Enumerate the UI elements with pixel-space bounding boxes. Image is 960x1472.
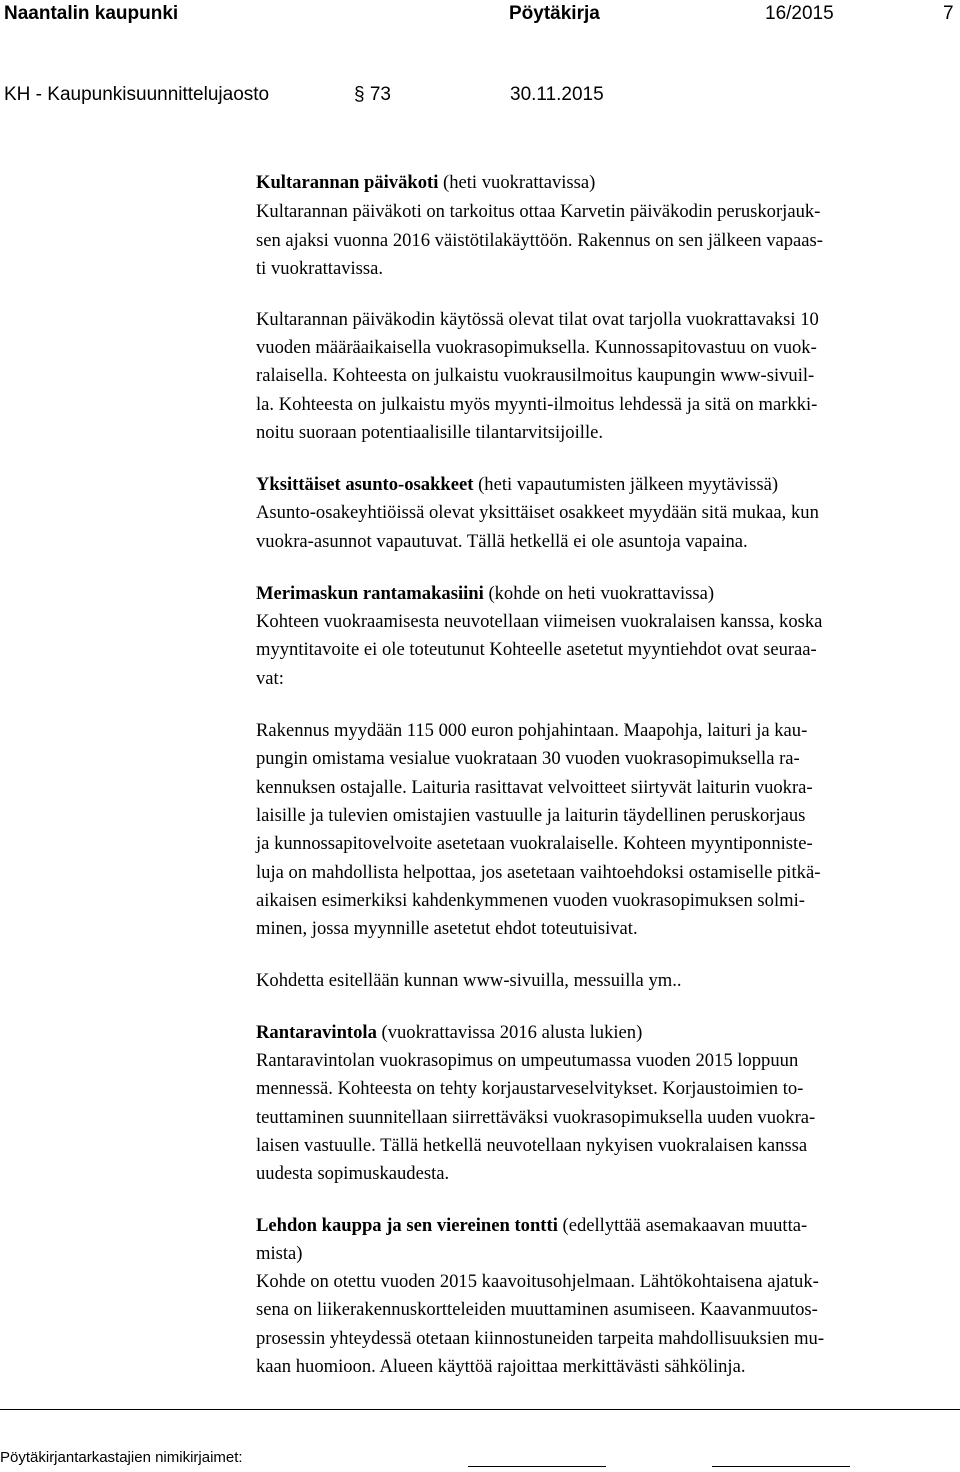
heading-merimaskun-rantamakasiini [256,585,714,604]
text-line: Rantaravintolan vuokrasopimus on umpeutumassa vuoden 2015 loppuun [256,1050,799,1071]
text-line: sena on liikerakennuskortteleiden muuttaminen asumiseen. Kaavanmuutos- [256,1299,818,1320]
heading-note: (heti vuokrattavissa) [438,172,596,193]
text-line: ja kunnossapitovelvoite asetetaan vuokralaiselle. Kohteen myyntiponniste- [256,833,813,854]
heading-kultarannan-paivakoti [256,174,595,193]
text-line: la. Kohteesta on julkaistu myös myynti-ilmoitus lehdessä ja sitä on markki- [256,394,818,415]
heading-note: (edellyttää asemakaavan muutta- [557,1215,808,1236]
heading-bold: Merimaskun rantamakasiini [256,583,484,604]
heading-note: (kohde on heti vuokrattavissa) [483,583,715,604]
heading-note: (heti vapautumisten jälkeen myytävissä) [473,474,779,495]
text-line: Kultarannan päiväkoti on tarkoitus ottaa Karvetin päiväkodin peruskorjauk- [256,201,821,222]
text-line: vat: [256,668,284,689]
footer-divider [0,1409,960,1410]
text-line: Kohteen vuokraamisesta neuvotellaan viimeisen vuokralaisen kanssa, koska [256,611,823,632]
text-line: luja on mahdollista helpottaa, jos asetetaan vaihtoehdoksi ostamiselle pitkä- [256,862,821,883]
text-line: Kohdetta esitellään kunnan www-sivuilla, messuilla ym.. [256,970,682,991]
organization-name: Naantalin kaupunki [4,3,179,24]
text-line: minen, jossa myynnille asetetut ehdot toteutuisivat. [256,918,638,939]
text-line: noitu suoraan potentiaalisille tilantarvitsijoille. [256,422,604,443]
document-number: 16/2015 [765,3,834,24]
text-line: uudesta sopimuskaudesta. [256,1163,450,1184]
text-line: Rakennus myydään 115 000 euron pohjahintaan. Maapohja, laituri ja kau- [256,720,808,741]
footer-signature-label: Pöytäkirjantarkastajien nimikirjaimet: [0,1449,243,1466]
heading-bold: Kultarannan päiväkoti [256,172,439,193]
text-line: laisille ja tulevien omistajien vastuulle ja laiturin täydellinen peruskorjaus [256,805,806,826]
text-line: ralaisella. Kohteesta on julkaistu vuokrausilmoitus kaupungin www-sivuil- [256,365,815,386]
text-line: laisen vastuulle. Tällä hetkellä neuvotellaan nykyisen vuokralaisen kanssa [256,1135,808,1156]
text-line: myyntitavoite ei ole toteutunut Kohteelle asetetut myyntiehdot ovat seuraa- [256,639,817,660]
heading-rantaravintola [256,1024,642,1043]
text-line: kennuksen ostajalle. Laituria rasittavat velvoitteet siirtyvät laiturin vuokra- [256,777,813,798]
text-line: aikaisen esimerkiksi kahdenkymmenen vuoden vuokrasopimuksen solmi- [256,890,805,911]
text-line: mennessä. Kohteesta on tehty korjaustarveselvitykset. Korjaustoimien to- [256,1078,804,1099]
text-line: kaan huomioon. Alueen käyttöä rajoittaa merkittävästi sähkölinja. [256,1356,746,1377]
text-line: Kohde on otettu vuoden 2015 kaavoitusohjelmaan. Lähtökohtaisena ajatuk- [256,1271,819,1292]
text-line: vuokra-asunnot vapautuvat. Tällä hetkellä ei ole asuntoja vapaina. [256,531,748,552]
text-line: prosessin yhteydessä otetaan kiinnostuneiden tarpeita mahdollisuuksien mu- [256,1328,825,1349]
heading-bold: Rantaravintola [256,1022,377,1043]
text-line: teuttaminen suunnitellaan siirrettäväksi vuokrasopimuksella uuden vuokra- [256,1107,816,1128]
heading-note: (vuokrattavissa 2016 alusta lukien) [376,1022,643,1043]
text-line: pungin omistama vesialue vuokrataan 30 vuoden vuokrasopimuksella ra- [256,748,800,769]
heading-yksittaiset-asunto-osakkeet [256,476,778,495]
committee-name: KH - Kaupunkisuunnittelujaosto [4,84,270,105]
page-number: 7 [943,3,954,24]
meeting-date: 30.11.2015 [510,84,604,105]
text-line: sen ajaksi vuonna 2016 väistötilakäyttöön. Rakennus on sen jälkeen vapaas- [256,230,823,251]
text-line: vuoden määräaikaisella vuokrasopimuksella. Kunnossapitovastuu on vuok- [256,337,817,358]
text-line: ti vuokrattavissa. [256,258,384,279]
signature-line-2 [712,1466,850,1467]
heading-lehdon-kauppa [256,1217,807,1236]
section-number: § 73 [354,84,391,105]
document-type: Pöytäkirja [509,3,600,24]
text-line: Kultarannan päiväkodin käytössä olevat tilat ovat tarjolla vuokrattavaksi 10 [256,309,819,330]
heading-bold: Lehdon kauppa ja sen viereinen tontti [256,1215,558,1236]
signature-line-1 [468,1466,606,1467]
text-line: mista) [256,1243,303,1264]
text-line: Asunto-osakeyhtiöissä olevat yksittäiset osakkeet myydään sitä mukaa, kun [256,502,819,523]
heading-bold: Yksittäiset asunto-osakkeet [256,474,474,495]
